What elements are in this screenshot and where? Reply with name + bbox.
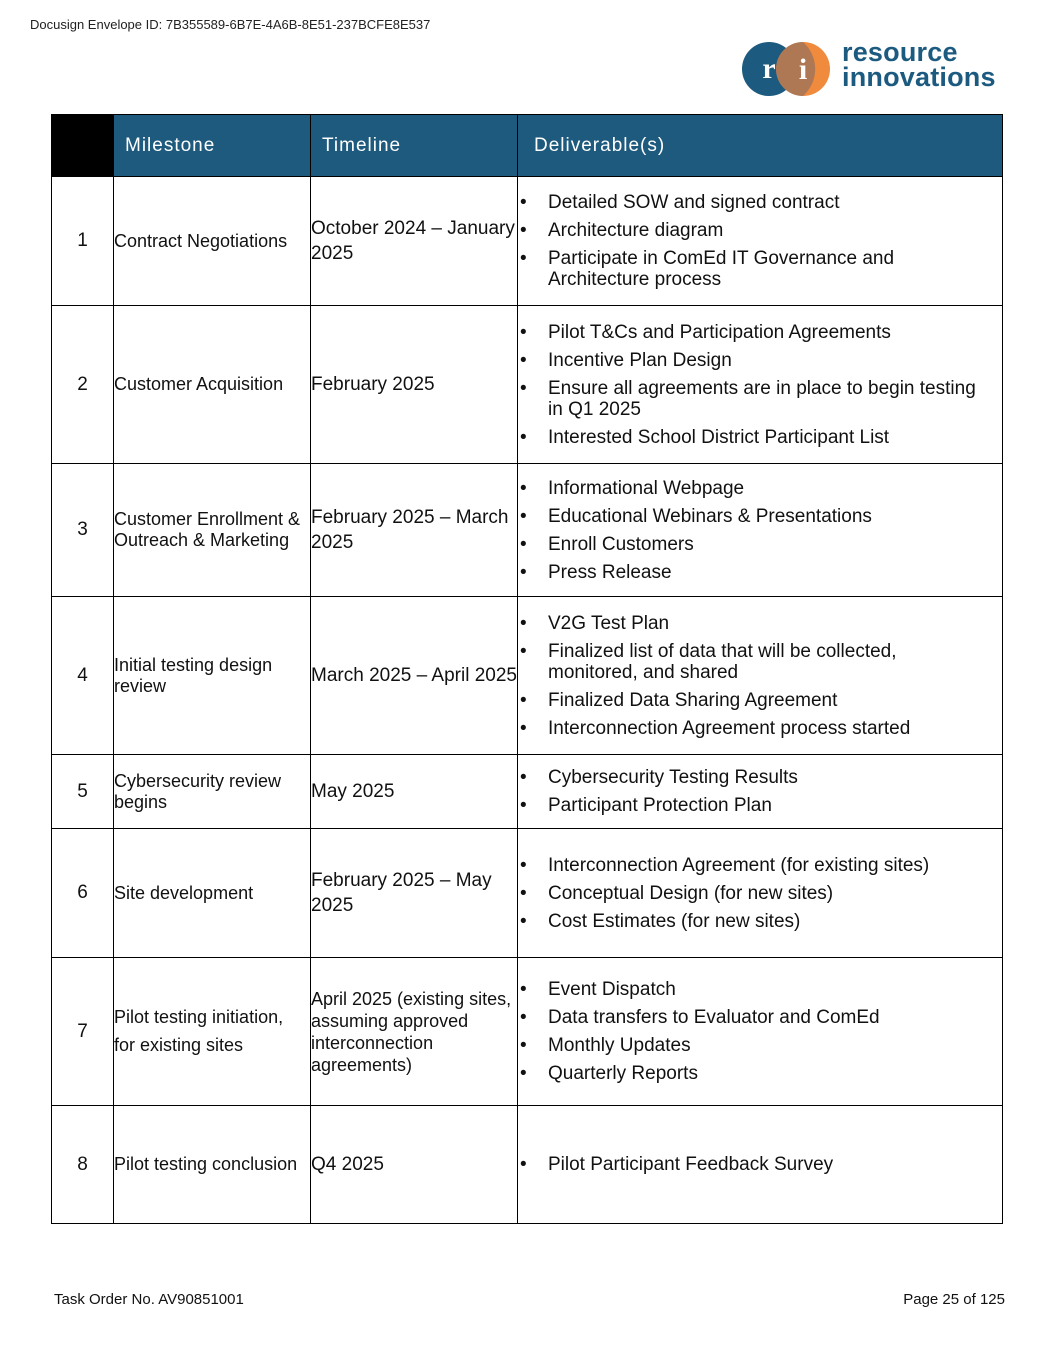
row-number: 6 [52,829,114,958]
table-row [52,177,1003,306]
deliverable-item: • Pilot T&Cs and Participation Agreements [518,322,1002,343]
deliverable-item: • Incentive Plan Design [518,350,1002,371]
page-number: Page 25 of 125 [903,1291,1005,1308]
deliverable-item: • Press Release [518,562,1002,583]
row-number: 2 [52,306,114,464]
timeline-cell: February 2025 – May 2025 [311,829,518,958]
table-row [52,755,1003,829]
table-row [52,306,1003,464]
deliverable-item: • Finalized Data Sharing Agreement [518,690,1002,711]
row-number: 3 [52,464,114,597]
deliverable-item: • Architecture diagram [518,220,1002,241]
row-number: 7 [52,958,114,1106]
deliverable-item: • Pilot Participant Feedback Survey [518,1154,1002,1175]
deliverable-item: • Detailed SOW and signed contract [518,192,1002,213]
deliverables-cell [518,829,1003,958]
timeline-cell: February 2025 – March 2025 [311,464,518,597]
milestone-cell: Contract Negotiations [114,177,311,306]
deliverable-item: • Cost Estimates (for new sites) [518,911,1002,932]
deliverables-cell [518,464,1003,597]
deliverable-item: • V2G Test Plan [518,613,1002,634]
deliverable-item: • Cybersecurity Testing Results [518,767,1002,788]
table-row [52,829,1003,958]
deliverable-item: • Interested School District Participant List [518,427,1002,448]
row-number: 5 [52,755,114,829]
timeline-cell: March 2025 – April 2025 [311,597,518,755]
milestone-cell: Pilot testing conclusion [114,1106,311,1224]
deliverables-cell [518,1106,1003,1224]
row-number: 4 [52,597,114,755]
deliverable-item: • Data transfers to Evaluator and ComEd [518,1007,1002,1028]
table-row [52,958,1003,1106]
header-number [52,115,114,177]
logo-mark-i: i [798,53,808,86]
deliverable-item: • Informational Webpage [518,478,1002,499]
header-deliverables: Deliverable(s) [518,115,1003,177]
milestone-cell: Customer Acquisition [114,306,311,464]
ri-logo-mark-icon [740,40,836,98]
logo-line-1: resource [842,37,958,67]
deliverables-cell [518,177,1003,306]
table-row [52,464,1003,597]
deliverable-item: • Participant Protection Plan [518,795,1002,816]
deliverable-item: • Interconnection Agreement (for existing sites) [518,855,1002,876]
timeline-cell: Q4 2025 [311,1106,518,1224]
timeline-cell: February 2025 [311,306,518,464]
table-row [52,1106,1003,1224]
deliverables-cell [518,597,1003,755]
milestone-cell: Cybersecurity review begins [114,755,311,829]
deliverable-item: • Educational Webinars & Presentations [518,506,1002,527]
deliverable-item: • Event Dispatch [518,979,1002,1000]
deliverable-item: • Interconnection Agreement process started [518,718,1002,739]
deliverables-cell [518,958,1003,1106]
timeline-cell: April 2025 (existing sites, assuming approved interconnection agreements) [311,958,518,1106]
table-header-row [52,115,1003,177]
milestone-line: for existing sites [114,1035,244,1055]
deliverable-item: • Monthly Updates [518,1035,1002,1056]
deliverable-item: • Ensure all agreements are in place to begin testing in Q1 2025 [518,378,1002,420]
row-number: 1 [52,177,114,306]
deliverables-cell [518,755,1003,829]
milestone-cell: Site development [114,829,311,958]
milestone-cell [114,958,311,1106]
deliverable-item: • Quarterly Reports [518,1063,1002,1084]
deliverable-item: • Finalized list of data that will be collected, monitored, and shared [518,641,1002,683]
company-logo [740,37,1015,98]
deliverable-item: • Enroll Customers [518,534,1002,555]
milestone-table [51,114,1003,1224]
deliverable-item: • Participate in ComEd IT Governance and Architecture process [518,248,1002,290]
timeline-cell: October 2024 – January 2025 [311,177,518,306]
milestone-line: Pilot testing initiation, [114,1007,284,1027]
deliverable-item: • Conceptual Design (for new sites) [518,883,1002,904]
table-row [52,597,1003,755]
task-order-number: Task Order No. AV90851001 [54,1291,244,1308]
logo-mark-r: r [762,52,776,85]
logo-line-2: innovations [842,62,996,92]
envelope-id: Docusign Envelope ID: 7B355589-6B7E-4A6B-8E51-237BCFE8E537 [30,17,431,32]
row-number: 8 [52,1106,114,1224]
timeline-cell: May 2025 [311,755,518,829]
milestone-cell: Customer Enrollment & Outreach & Marketing [114,464,311,597]
header-timeline: Timeline [311,115,518,177]
header-milestone: Milestone [114,115,311,177]
milestone-cell: Initial testing design review [114,597,311,755]
deliverables-cell [518,306,1003,464]
